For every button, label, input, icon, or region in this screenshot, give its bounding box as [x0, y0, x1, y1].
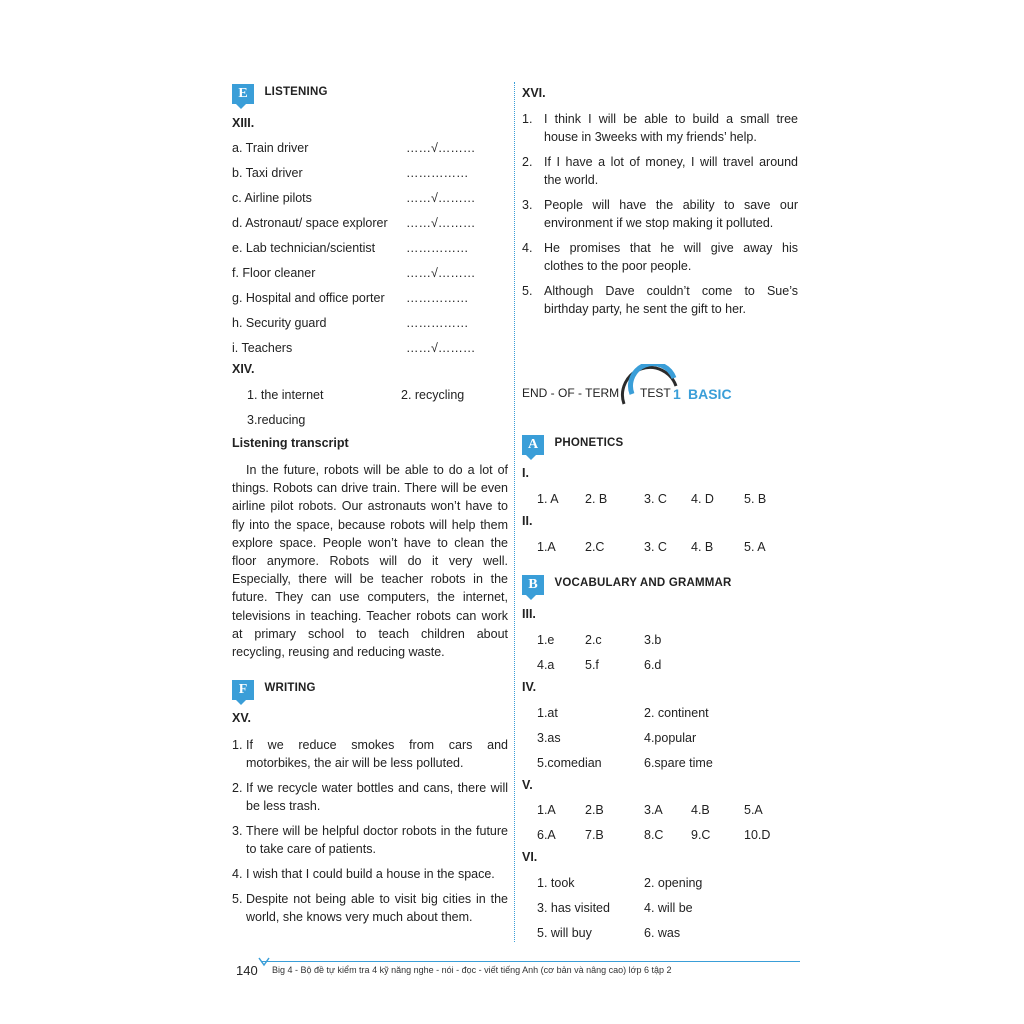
- answer: 5.f: [585, 658, 599, 672]
- answer: 3.A: [644, 803, 663, 817]
- item-text: If I have a lot of money, I will travel around the world.: [544, 155, 798, 188]
- xiv-answer: 2. recycling: [401, 388, 465, 402]
- xvi-item: [522, 153, 798, 189]
- answer: 10.D: [744, 828, 771, 842]
- section-xiv-label: XIV.: [232, 362, 255, 376]
- phonetics-title: PHONETICS: [554, 437, 624, 449]
- xiii-item: g. Hospital and office porter: [232, 291, 385, 305]
- answer: 3.b: [644, 633, 662, 647]
- item-text: I think I will be able to build a small tree house in 3weeks with my friends’ help.: [544, 112, 798, 145]
- xiii-item: d. Astronaut/ space explorer: [232, 216, 388, 230]
- answer: 6.A: [537, 828, 556, 842]
- item-text: Despite not being able to visit big cities in the world, she knows very much about them.: [246, 892, 508, 925]
- end-of-term-label: END - OF - TERM: [522, 386, 620, 400]
- item-number: 2.: [522, 155, 533, 169]
- test-label: TEST: [640, 386, 671, 400]
- answer: 1.e: [537, 633, 555, 647]
- answer: 6. was: [644, 926, 681, 940]
- listening-title: LISTENING: [264, 86, 328, 98]
- listening-badge: E: [232, 84, 254, 104]
- answer: 7.B: [585, 828, 604, 842]
- item-number: 2.: [232, 781, 243, 795]
- test-number: 1: [673, 386, 681, 402]
- answer: 2.B: [585, 803, 604, 817]
- answer: 6.d: [644, 658, 662, 672]
- answer: 1.at: [537, 706, 558, 720]
- answer: 3. C: [644, 492, 667, 506]
- xiii-item: i. Teachers: [232, 341, 293, 355]
- section-ii-label: II.: [522, 514, 533, 528]
- answer: 3. has visited: [537, 901, 610, 915]
- section-xv-label: XV.: [232, 711, 252, 725]
- item-number: 5.: [522, 284, 533, 298]
- xvi-item: [522, 196, 798, 232]
- xiv-answer: 1. the internet: [247, 388, 324, 402]
- item-text: I wish that I could build a house in the space.: [246, 867, 495, 881]
- test-level: BASIC: [688, 386, 732, 402]
- item-text: If we reduce smokes from cars and motorbikes, the air will be less polluted.: [246, 738, 508, 771]
- item-text: Although Dave couldn’t come to Sue’s birthday party, he sent the gift to her.: [544, 284, 798, 317]
- xiii-item: c. Airline pilots: [232, 191, 312, 205]
- answer: 4.a: [537, 658, 555, 672]
- vocab-title: VOCABULARY AND GRAMMAR: [554, 577, 732, 589]
- writing-badge: F: [232, 680, 254, 700]
- answer: 4.B: [691, 803, 710, 817]
- answer: 8.C: [644, 828, 664, 842]
- xv-item: [232, 865, 508, 883]
- item-number: 4.: [522, 241, 533, 255]
- item-text: He promises that he will give away his clothes to the poor people.: [544, 241, 798, 274]
- answer: 2.c: [585, 633, 602, 647]
- writing-header: [232, 680, 316, 700]
- item-number: 1.: [232, 738, 243, 752]
- xv-item: [232, 779, 508, 815]
- vocab-header: [522, 575, 732, 595]
- footer-rule: [262, 961, 800, 962]
- vocab-badge: B: [522, 575, 544, 595]
- xiii-mark: ……√………: [406, 341, 476, 355]
- section-xvi-label: XVI.: [522, 86, 546, 100]
- phonetics-badge: A: [522, 435, 544, 455]
- answer: 6.spare time: [644, 756, 713, 770]
- xvi-item: [522, 110, 798, 146]
- item-text: If we recycle water bottles and cans, there will be less trash.: [246, 781, 508, 814]
- xv-item: [232, 890, 508, 926]
- answer: 5.comedian: [537, 756, 602, 770]
- xiii-mark: ……√………: [406, 141, 476, 155]
- xiii-mark: ……………: [406, 241, 469, 255]
- answer: 1. A: [537, 492, 559, 506]
- answer: 5. A: [744, 540, 766, 554]
- xiii-item: f. Floor cleaner: [232, 266, 316, 280]
- xiii-item: b. Taxi driver: [232, 166, 303, 180]
- xiii-mark: ……………: [406, 316, 469, 330]
- section-xiii-label: XIII.: [232, 116, 255, 130]
- xvi-item: [522, 282, 798, 318]
- answer: 3. C: [644, 540, 667, 554]
- item-number: 5.: [232, 892, 243, 906]
- answer: 5. B: [744, 492, 767, 506]
- item-number: 4.: [232, 867, 243, 881]
- item-number: 3.: [522, 198, 533, 212]
- transcript-title: Listening transcript: [232, 436, 349, 450]
- xiii-mark: ……√………: [406, 266, 476, 280]
- writing-title: WRITING: [264, 682, 316, 694]
- footer-book-title: Big 4 - Bộ đề tự kiểm tra 4 kỹ năng nghe - nói - đọc - viết tiếng Anh (cơ bản và nâng cao) lớp 6 tập 2: [272, 965, 672, 975]
- xvi-item: [522, 239, 798, 275]
- answer: 1.A: [537, 803, 556, 817]
- xiv-answer: 3.reducing: [247, 413, 306, 427]
- xiii-mark: ……………: [406, 166, 469, 180]
- xiii-item: h. Security guard: [232, 316, 327, 330]
- section-i-label: I.: [522, 466, 529, 480]
- item-number: 1.: [522, 112, 533, 126]
- phonetics-header: [522, 435, 623, 455]
- answer: 2. continent: [644, 706, 709, 720]
- xv-item: [232, 736, 508, 772]
- answer: 2. B: [585, 492, 608, 506]
- answer: 5. will buy: [537, 926, 592, 940]
- listening-header: [232, 84, 328, 104]
- section-iv-label: IV.: [522, 680, 537, 694]
- answer: 4.popular: [644, 731, 697, 745]
- section-iii-label: III.: [522, 607, 536, 621]
- answer: 5.A: [744, 803, 763, 817]
- xiii-mark: ……………: [406, 291, 469, 305]
- answer: 9.C: [691, 828, 711, 842]
- xiii-item: e. Lab technician/scientist: [232, 241, 376, 255]
- column-divider: [514, 82, 515, 942]
- answer: 4. B: [691, 540, 714, 554]
- page-number: 140: [236, 963, 258, 978]
- section-vi-label: VI.: [522, 850, 538, 864]
- answer: 4. D: [691, 492, 714, 506]
- answer: 2. opening: [644, 876, 703, 890]
- footer-notch-icon: [258, 957, 270, 967]
- item-text: People will have the ability to save our environment if we stop making it polluted.: [544, 198, 798, 231]
- answer: 1.A: [537, 540, 556, 554]
- section-v-label: V.: [522, 778, 533, 792]
- transcript-paragraph: In the future, robots will be able to do a lot of things. Robots can drive train. There will be even airline pilot robots. Our astronauts won’t have to fly into the space, because robots will help them explore space. People won’t have to clean the floor anymore. Robots will do it very well. Especially, there will be teacher robots in the future. They can use computers, the internet, televisions in teaching. Teacher robots can work at primary school to teach children about recycling, reusing and reducing waste.: [232, 463, 508, 660]
- answer: 4. will be: [644, 901, 693, 915]
- xv-item: [232, 822, 508, 858]
- answer: 3.as: [537, 731, 561, 745]
- answer: 2.C: [585, 540, 605, 554]
- item-text: There will be helpful doctor robots in the future to take care of patients.: [246, 824, 508, 857]
- answer: 1. took: [537, 876, 575, 890]
- xiii-item: a. Train driver: [232, 141, 309, 155]
- xiii-mark: ……√………: [406, 191, 476, 205]
- item-number: 3.: [232, 824, 243, 838]
- xiii-mark: ……√………: [406, 216, 476, 230]
